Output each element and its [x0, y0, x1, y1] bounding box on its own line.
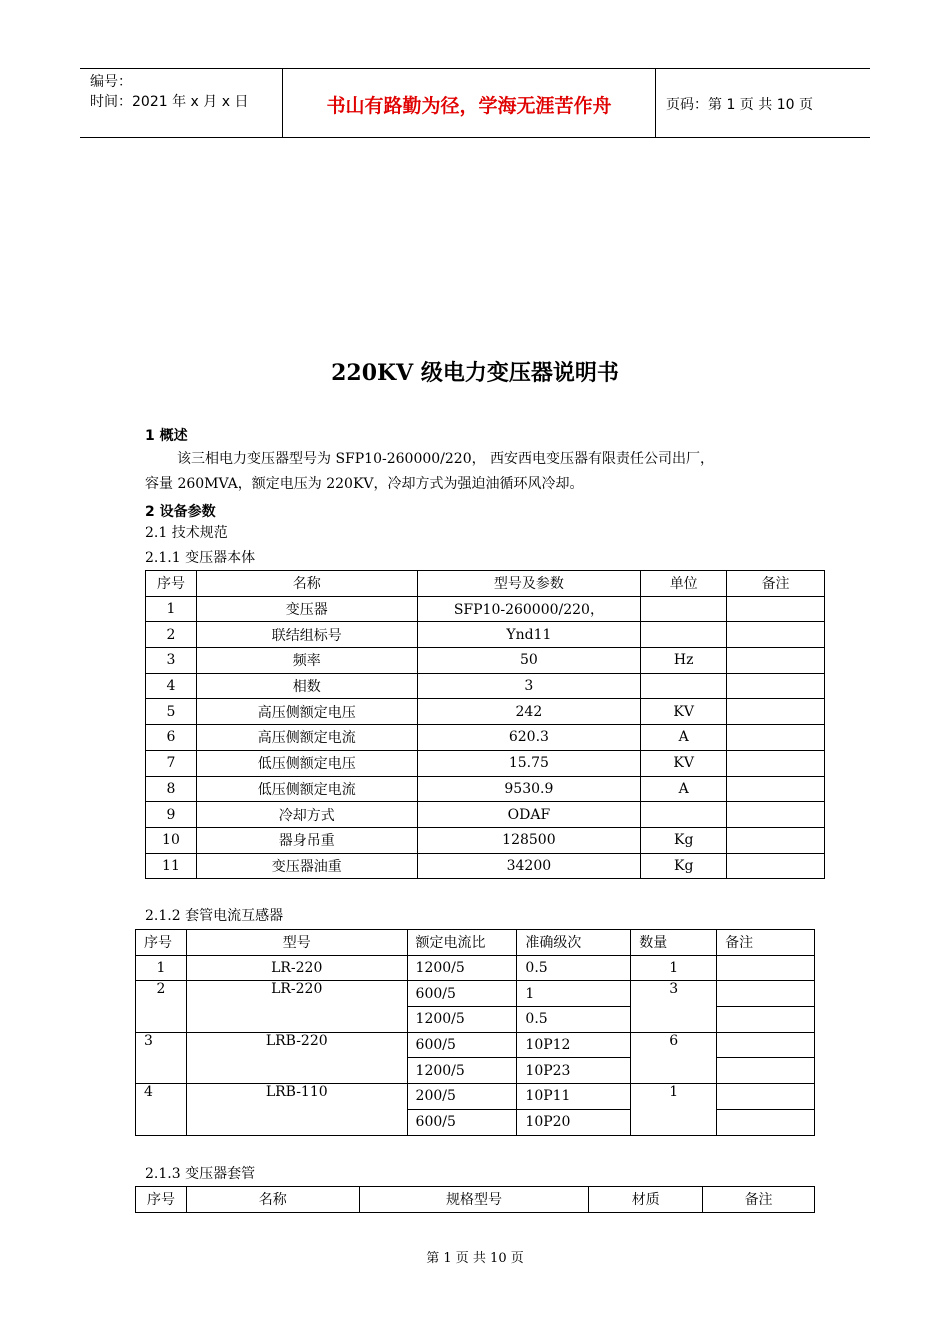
- cell-accuracy: 10P23: [517, 1058, 631, 1084]
- header-cell: 单位: [641, 571, 727, 597]
- header-motto-cell: [282, 69, 656, 137]
- transformer-body-table: [145, 570, 825, 879]
- cell-no: 3: [136, 1032, 187, 1083]
- cell-ratio: 200/5: [407, 1084, 517, 1110]
- header-cell: 型号: [186, 930, 407, 956]
- cell-name: 联结组标号: [196, 622, 417, 648]
- cell-remark: [717, 1109, 815, 1135]
- cell-model: LR-220: [186, 955, 407, 981]
- table-header-row: [136, 930, 815, 956]
- cell-model: LR-220: [186, 981, 407, 1032]
- cell-no: 3: [146, 648, 197, 674]
- table-header-row: [136, 1187, 815, 1213]
- cell-no: 6: [146, 725, 197, 751]
- table-header-row: [146, 571, 825, 597]
- header-cell: 序号: [136, 1187, 187, 1213]
- cell-name: 高压侧额定电压: [196, 699, 417, 725]
- cell-remark: [727, 673, 825, 699]
- section-1-heading: 1 概述: [145, 428, 188, 444]
- header-cell: 材质: [589, 1187, 703, 1213]
- cell-no: 10: [146, 827, 197, 853]
- motto: 书山有路勤为径，学海无涯苦作舟: [326, 95, 612, 117]
- table-row: [146, 750, 825, 776]
- cell-unit: A: [641, 776, 727, 802]
- cell-unit: Kg: [641, 853, 727, 879]
- cell-unit: KV: [641, 750, 727, 776]
- table-row: [146, 673, 825, 699]
- cell-accuracy: 1: [517, 981, 631, 1007]
- cell-remark: [717, 1084, 815, 1110]
- cell-no: 5: [146, 699, 197, 725]
- cell-ratio: 600/5: [407, 1032, 517, 1058]
- page-header: [80, 68, 870, 138]
- section-2-heading: 2 设备参数: [145, 504, 216, 520]
- table-row: [146, 596, 825, 622]
- cell-no: 4: [136, 1084, 187, 1135]
- cell-unit: Hz: [641, 648, 727, 674]
- cell-no: 1: [146, 596, 197, 622]
- section-2-1-1: 2.1.1 变压器本体: [145, 550, 256, 566]
- cell-accuracy: 0.5: [517, 955, 631, 981]
- cell-remark: [727, 802, 825, 828]
- cell-param: SFP10-260000/220，: [417, 596, 641, 622]
- header-cell: 名称: [186, 1187, 359, 1213]
- cell-no: 2: [136, 981, 187, 1032]
- header-cell: 数量: [631, 930, 717, 956]
- page-footer: 第 1 页 共 10 页: [426, 1251, 524, 1266]
- cell-unit: [641, 596, 727, 622]
- header-cell: 备注: [727, 571, 825, 597]
- cell-unit: [641, 622, 727, 648]
- cell-remark: [727, 853, 825, 879]
- cell-ratio: 1200/5: [407, 955, 517, 981]
- cell-remark: [727, 596, 825, 622]
- cell-name: 器身吊重: [196, 827, 417, 853]
- section-2-1-3: 2.1.3 变压器套管: [145, 1166, 256, 1182]
- table-row: [136, 1084, 815, 1110]
- cell-param: 34200: [417, 853, 641, 879]
- header-cell: 备注: [717, 930, 815, 956]
- table-row: [136, 1032, 815, 1058]
- cell-remark: [717, 981, 815, 1007]
- table-row: [146, 802, 825, 828]
- cell-remark: [717, 1058, 815, 1084]
- cell-ratio: 600/5: [407, 1109, 517, 1135]
- cell-param: Ynd11: [417, 622, 641, 648]
- document-title: 220KV 级电力变压器说明书: [331, 360, 619, 386]
- cell-remark: [717, 955, 815, 981]
- ct-table: [135, 929, 815, 1136]
- cell-remark: [727, 648, 825, 674]
- cell-no: 8: [146, 776, 197, 802]
- cell-accuracy: 10P12: [517, 1032, 631, 1058]
- cell-remark: [727, 750, 825, 776]
- table-row: [146, 776, 825, 802]
- cell-param: ODAF: [417, 802, 641, 828]
- cell-no: 7: [146, 750, 197, 776]
- cell-name: 低压侧额定电流: [196, 776, 417, 802]
- header-cell: 备注: [703, 1187, 815, 1213]
- cell-accuracy: 0.5: [517, 1007, 631, 1033]
- table-row: [146, 699, 825, 725]
- cell-unit: A: [641, 725, 727, 751]
- cell-param: 50: [417, 648, 641, 674]
- cell-name: 变压器油重: [196, 853, 417, 879]
- cell-no: 2: [146, 622, 197, 648]
- cell-name: 低压侧额定电压: [196, 750, 417, 776]
- cell-no: 4: [146, 673, 197, 699]
- page-info: 页码：第 1 页 共 10 页: [666, 97, 813, 113]
- header-cell: 序号: [136, 930, 187, 956]
- cell-param: 15.75: [417, 750, 641, 776]
- header-cell: 额定电流比: [407, 930, 517, 956]
- cell-qty: 1: [631, 955, 717, 981]
- table-row: [146, 725, 825, 751]
- cell-param: 242: [417, 699, 641, 725]
- header-cell: 型号及参数: [417, 571, 641, 597]
- header-meta: [80, 69, 282, 137]
- cell-ratio: 1200/5: [407, 1058, 517, 1084]
- cell-remark: [727, 622, 825, 648]
- cell-ratio: 1200/5: [407, 1007, 517, 1033]
- cell-remark: [717, 1032, 815, 1058]
- cell-param: 620.3: [417, 725, 641, 751]
- cell-name: 相数: [196, 673, 417, 699]
- cell-unit: Kg: [641, 827, 727, 853]
- cell-accuracy: 10P20: [517, 1109, 631, 1135]
- cell-model: LRB-220: [186, 1032, 407, 1083]
- section-1-line-2: 容量 260MVA，额定电压为 220KV，冷却方式为强迫油循环风冷却。: [145, 476, 584, 492]
- table-row: [136, 955, 815, 981]
- cell-param: 3: [417, 673, 641, 699]
- cell-unit: KV: [641, 699, 727, 725]
- cell-remark: [727, 725, 825, 751]
- cell-name: 冷却方式: [196, 802, 417, 828]
- header-cell: 规格型号: [359, 1187, 589, 1213]
- header-cell: 名称: [196, 571, 417, 597]
- cell-name: 高压侧额定电流: [196, 725, 417, 751]
- cell-param: 128500: [417, 827, 641, 853]
- bushing-table: [135, 1186, 815, 1213]
- number-label: 编号：: [90, 74, 132, 90]
- table-row: [136, 981, 815, 1007]
- table-row: [146, 853, 825, 879]
- cell-qty: 1: [631, 1084, 717, 1135]
- cell-unit: [641, 673, 727, 699]
- cell-no: 11: [146, 853, 197, 879]
- cell-remark: [727, 827, 825, 853]
- cell-remark: [727, 776, 825, 802]
- cell-accuracy: 10P11: [517, 1084, 631, 1110]
- cell-name: 变压器: [196, 596, 417, 622]
- header-page-cell: [656, 69, 870, 137]
- time-label: 时间：2021 年 x 月 x 日: [90, 94, 249, 110]
- cell-name: 频率: [196, 648, 417, 674]
- section-2-1-2: 2.1.2 套管电流互感器: [145, 908, 284, 924]
- cell-ratio: 600/5: [407, 981, 517, 1007]
- table-row: [146, 827, 825, 853]
- header-cell: 序号: [146, 571, 197, 597]
- header-cell: 准确级次: [517, 930, 631, 956]
- cell-remark: [727, 699, 825, 725]
- cell-remark: [717, 1007, 815, 1033]
- section-1-line-1: 该三相电力变压器型号为 SFP10-260000/220， 西安西电变压器有限责任公司出厂，: [177, 451, 715, 467]
- table-row: [146, 648, 825, 674]
- section-2-1: 2.1 技术规范: [145, 525, 228, 541]
- cell-model: LRB-110: [186, 1084, 407, 1135]
- cell-no: 9: [146, 802, 197, 828]
- cell-qty: 3: [631, 981, 717, 1032]
- table-row: [146, 622, 825, 648]
- cell-param: 9530.9: [417, 776, 641, 802]
- cell-unit: [641, 802, 727, 828]
- cell-qty: 6: [631, 1032, 717, 1083]
- cell-no: 1: [136, 955, 187, 981]
